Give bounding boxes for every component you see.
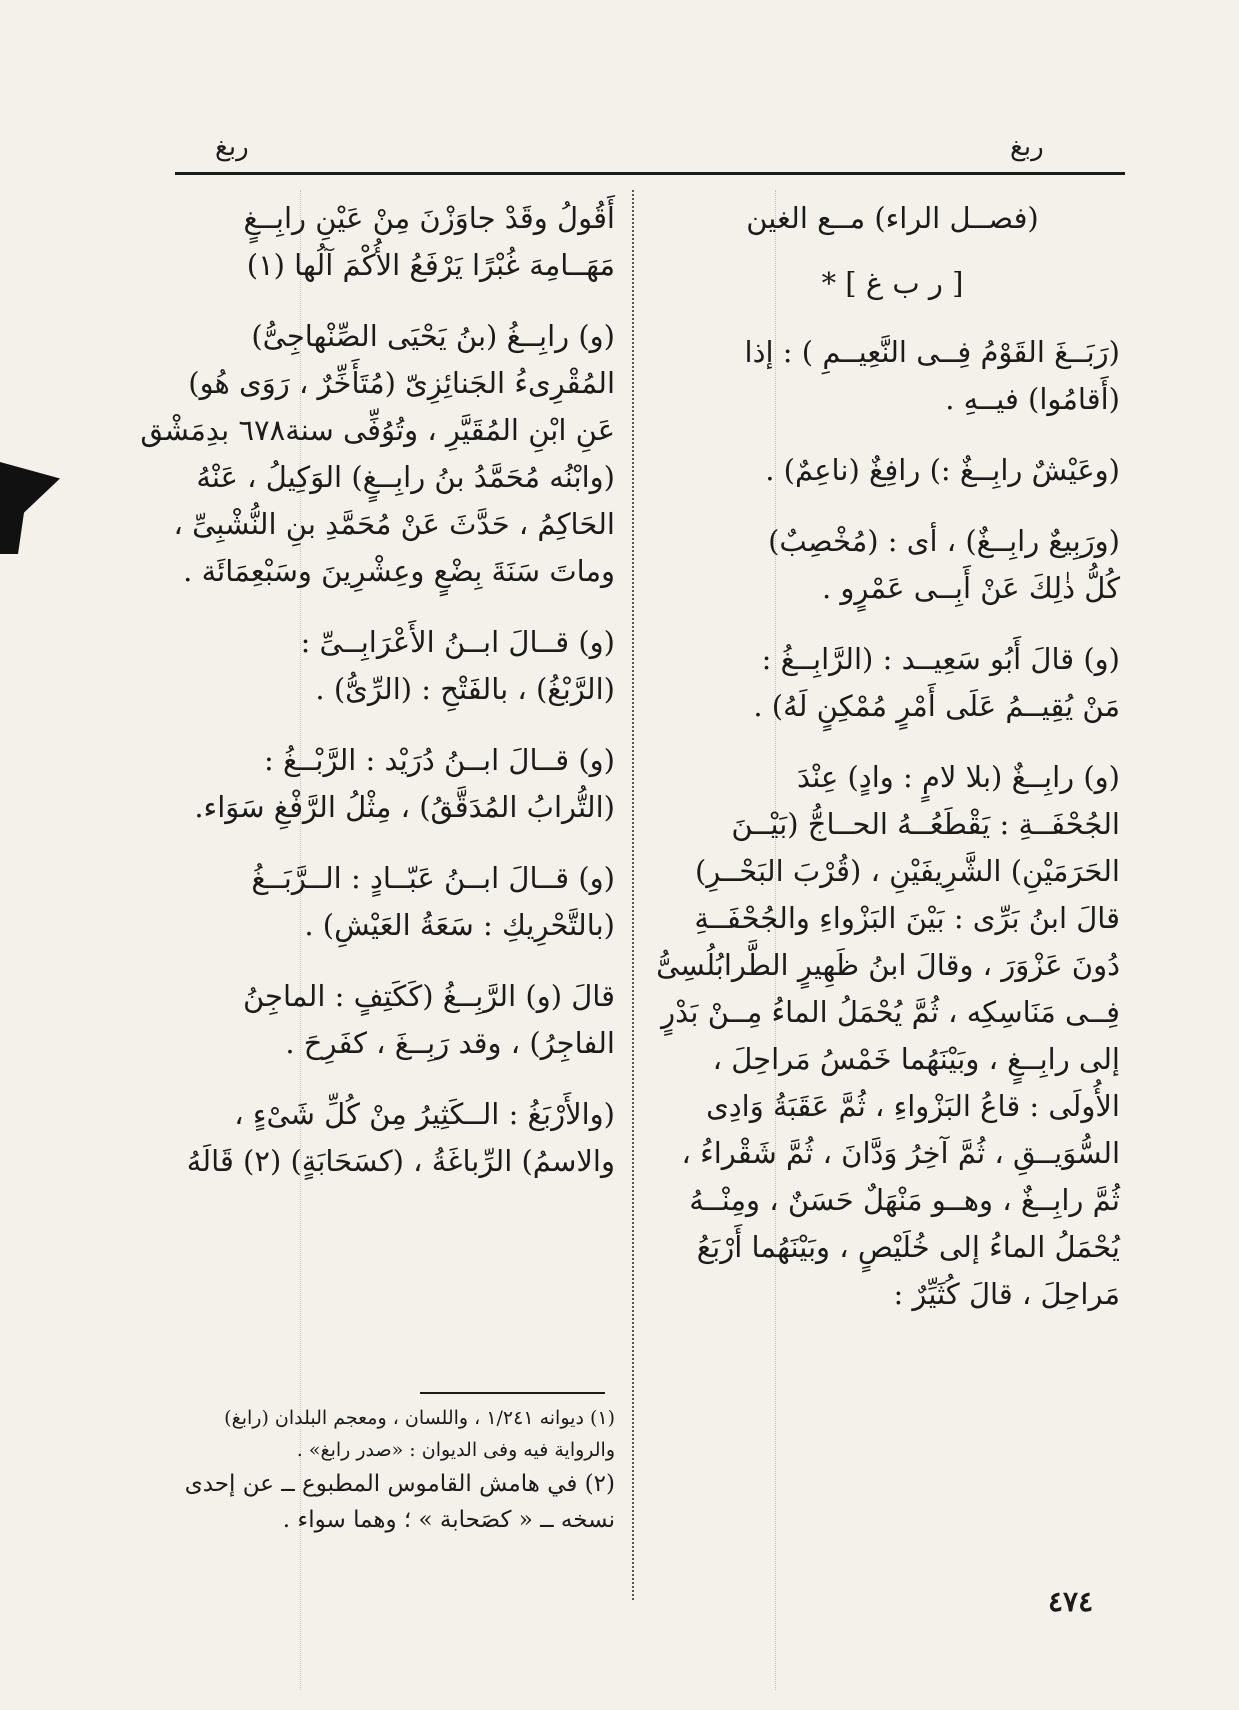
- text-line: قالَ (و) الرَّبِــغُ (كَكَتِفٍ : الماجِنُ: [242, 979, 615, 1013]
- paragraph: [665, 447, 1120, 494]
- text-line: (وعَيْشٌ رابِــغٌ :) رافِغٌ (ناعِمٌ) .: [765, 453, 1120, 487]
- text-line: (أَقامُوا) فيــهِ .: [945, 382, 1120, 416]
- text-line: والاسمُ) الرِّباغَةُ ، (كسَحَابَةٍ) (٢) قَالَهُ: [186, 1144, 615, 1178]
- text-line: (وابْنُه مُحَمَّدُ بنُ رابِــغٍ) الوَكِيلُ ، عَنْهُ: [196, 460, 615, 494]
- left-column: [140, 195, 615, 1209]
- paragraph: [140, 313, 615, 595]
- right-column-paragraphs: [656, 329, 1120, 1318]
- left-column-paragraphs: [140, 195, 615, 1185]
- section-title: (فصــل الراء) مــع الغين: [746, 201, 1039, 235]
- text-line: الفاجِرُ) ، وقد رَبِــغَ ، كفَرِحَ .: [285, 1026, 615, 1060]
- text-line: وماتَ سَنَةَ بِضْعٍ وعِشْرِينَ وسَبْعِمَائَة .: [183, 554, 615, 588]
- paragraph: [175, 195, 615, 289]
- paragraph: [175, 1091, 615, 1185]
- footnote-line: نسخه ــ « كصَحابة » ؛ وهما سواء .: [282, 1507, 615, 1533]
- running-header-left: ربغ: [215, 132, 249, 162]
- text-line: (و) رابِــغٌ (بلا لامٍ : وادٍ) عِنْدَ: [796, 760, 1120, 794]
- text-line: الحَرَمَيْنِ) الشَّرِيفَيْنِ ، (قُرْبَ البَحْــرِ): [694, 854, 1120, 888]
- running-header-right: ربغ: [1010, 132, 1044, 162]
- text-line: (ورَبِيعٌ رابِــغٌ) ، أى : (مُخْصِبٌ): [768, 524, 1120, 558]
- footnotes: [175, 1402, 615, 1538]
- text-line: ثُمَّ رابِــغٌ ، وهــو مَنْهَلٌ حَسَنٌ ، ومِنْــهُ: [689, 1183, 1120, 1217]
- page-number: ٤٧٤: [1048, 1585, 1094, 1618]
- text-line: قالَ ابنُ بَرِّى : بَيْنَ البَزْواءِ والجُحْفَــةِ: [694, 901, 1120, 935]
- paragraph: [175, 973, 615, 1067]
- paragraph: [175, 737, 615, 831]
- footnote-line: والرواية فيه وفى الديوان : «صدر رابغ» .: [296, 1439, 615, 1461]
- text-line: يُحْمَلُ الماءُ إلى خُلَيْصٍ ، وبَيْنَهُما أَرْبَعُ: [696, 1230, 1120, 1264]
- paragraph: [665, 636, 1120, 730]
- text-line: عَنِ ابْنِ المُقَيَّرِ ، وتُوُفِّى سنة٦٧٨ بدِمَشْق: [140, 413, 615, 447]
- text-line: إلى رابِــغٍ ، وبَيْنَهُما خَمْسُ مَراحِلَ ،: [712, 1042, 1120, 1076]
- text-line: دُونَ عَزْوَرَ ، وقالَ ابنُ ظَهِيرٍ الطَّرابُلُسِىُّ: [656, 948, 1120, 982]
- footnote-line: (١) ديوانه ١/٢٤١ ، واللسان ، ومعجم البلدان (رابغ): [224, 1407, 615, 1429]
- scan-edge-mark: [0, 462, 60, 554]
- text-line: (و) رابِــغُ (بنُ يَحْيَى الصِّنْهاجِىُّ): [251, 319, 615, 353]
- text-line: (رَبَــغَ القَوْمُ فِــى النَّعِيــمِ ) : إذا: [744, 335, 1120, 369]
- paragraph: [665, 518, 1120, 612]
- text-line: مَنْ يُقِيــمُ عَلَى أَمْرٍ مُمْكِنٍ لَهُ) .: [753, 689, 1120, 723]
- right-column: [656, 195, 1120, 1342]
- text-line: (و) قالَ أَبُو سَعِيــد : (الرَّابِــغُ :: [761, 642, 1120, 676]
- text-line: (والأَرْبَغُ : الــكَثِيرُ مِنْ كُلِّ شَىْءٍ ،: [234, 1097, 615, 1131]
- text-line: المُقْرِىءُ الجَنائِزِىّ (مُتَأَخِّرٌ ، رَوَى هُو): [188, 366, 615, 400]
- header-rule: [175, 172, 1125, 175]
- text-line: مَهَــامِهَ غُبْرًا يَرْفَعُ الأُكْمَ آلُها (١): [246, 248, 615, 282]
- text-line: (التُّرابُ المُدَقَّقُ) ، مِثْلُ الرَّفْغِ سَوَاء.: [194, 790, 615, 824]
- paragraph: [665, 329, 1120, 423]
- text-line: (و) قــالَ ابــنُ الأَعْرَابِــىِّ :: [300, 625, 615, 659]
- footnote-rule: [420, 1392, 605, 1394]
- text-line: الجُحْفَــةِ : يَقْطَعُــهُ الحــاجُّ (بَيْــنَ: [731, 807, 1120, 841]
- text-line: (الرَّبْغُ) ، بالفَتْحِ : (الرِّىُّ) .: [315, 672, 615, 706]
- text-line: (و) قــالَ ابــنُ عَبّــادٍ : الــرَّبَــغُ: [251, 861, 615, 895]
- paragraph: [656, 754, 1120, 1318]
- column-divider: [632, 190, 634, 1600]
- text-line: الحَاكِمُ ، حَدَّثَ عَنْ مُحَمَّدِ بنِ النُّشْبِىِّ ،: [173, 507, 615, 541]
- text-line: (و) قــالَ ابــنُ دُرَيْد : الرَّبْــغُ :: [263, 743, 615, 777]
- text-line: (بالتَّحْرِيكِ : سَعَةُ العَيْشِ) .: [304, 908, 615, 942]
- text-line: الأُولَى : قاعُ البَزْواءِ ، ثُمَّ عَقَبَةُ وَادِى: [706, 1089, 1120, 1123]
- paragraph: [175, 619, 615, 713]
- text-line: السُّوَيــقِ ، ثُمَّ آخِرُ وَدَّانَ ، ثُمَّ شَقْراءُ ،: [681, 1136, 1120, 1170]
- text-line: فِــى مَنَاسِكِه ، ثُمَّ يُحْمَلُ الماءُ مِــنْ بَدْرٍ: [661, 995, 1120, 1029]
- paragraph: [175, 855, 615, 949]
- text-line: مَراحِلَ ، قالَ كُثَيِّرٌ :: [893, 1277, 1120, 1311]
- footnote-line: (٢) في هامش القاموس المطبوع ــ عن إحدى: [184, 1471, 615, 1497]
- text-line: كُلُّ ذٰلِكَ عَنْ أَبِــى عَمْرٍو .: [821, 571, 1120, 605]
- text-line: أَقُولُ وقَدْ جاوَزْنَ مِنْ عَيْنِ رابِــغٍ: [243, 201, 615, 235]
- entry-heading: [ ر ب غ ] *: [821, 266, 964, 300]
